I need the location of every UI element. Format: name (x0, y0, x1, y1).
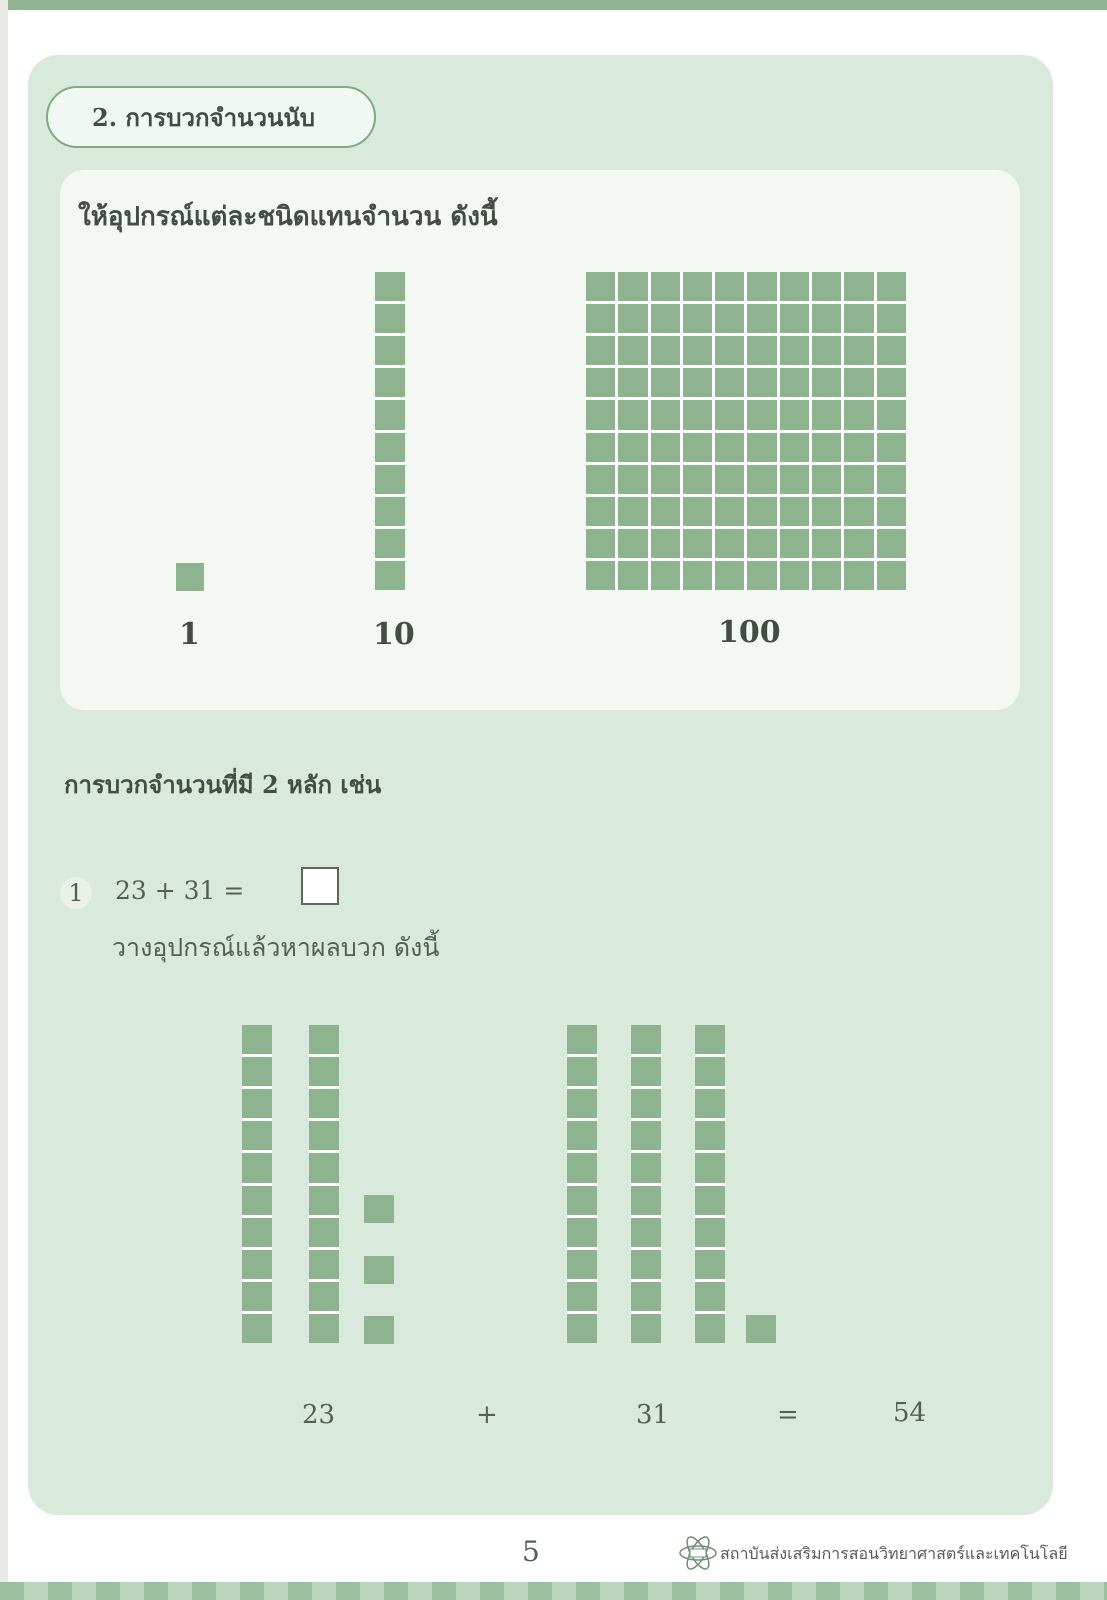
addend-two-ten-rod (695, 1025, 725, 1343)
hundred-flat (586, 272, 906, 590)
unit-cube (176, 563, 204, 591)
unit-cell (844, 561, 873, 590)
unit-cell (651, 400, 680, 429)
unit-cell (586, 336, 615, 365)
unit-cell (877, 272, 906, 301)
unit-cell (618, 529, 647, 558)
unit-cell (877, 304, 906, 333)
addend-one-unit-cube (364, 1195, 394, 1223)
unit-cell (877, 465, 906, 494)
intro-text: ให้อุปกรณ์แต่ละชนิดแทนจำนวน ดังนี้ (78, 202, 498, 232)
unit-cell (567, 1282, 597, 1311)
unit-cell (695, 1153, 725, 1182)
subheading: การบวกจำนวนที่มี 2 หลัก เช่น (64, 770, 382, 799)
unit-cell (683, 368, 712, 397)
unit-cell (844, 368, 873, 397)
unit-cell (877, 368, 906, 397)
addend-one-unit-cube (364, 1256, 394, 1284)
unit-cell (844, 304, 873, 333)
unit-cell (586, 304, 615, 333)
unit-cell (242, 1089, 272, 1118)
unit-cell (812, 465, 841, 494)
unit-cell (877, 400, 906, 429)
unit-cell (683, 561, 712, 590)
unit-cell (631, 1121, 661, 1150)
unit-cell (567, 1121, 597, 1150)
atom-logo-icon (678, 1533, 718, 1573)
unit-cell (683, 433, 712, 462)
unit-cell (618, 561, 647, 590)
unit-cell (812, 433, 841, 462)
unit-cell (309, 1089, 339, 1118)
answer-box[interactable] (301, 867, 339, 905)
unit-cell (695, 1250, 725, 1279)
unit-cell (651, 272, 680, 301)
unit-cell (844, 272, 873, 301)
unit-cell (747, 561, 776, 590)
unit-cell (242, 1153, 272, 1182)
unit-cell (567, 1218, 597, 1247)
unit-cell (309, 1057, 339, 1086)
unit-cell (309, 1282, 339, 1311)
unit-cell (586, 400, 615, 429)
unit-cell (780, 497, 809, 526)
publisher-name: สถาบันส่งเสริมการสอนวิทยาศาสตร์และเทคโนโลยี (720, 1544, 1068, 1563)
unit-cell (651, 304, 680, 333)
unit-cell (567, 1025, 597, 1054)
unit-cell (242, 1025, 272, 1054)
unit-cell (618, 497, 647, 526)
unit-cell (631, 1314, 661, 1343)
unit-cell (309, 1121, 339, 1150)
unit-cell (586, 368, 615, 397)
ten-value-label: 10 (373, 617, 415, 652)
unit-cell (631, 1282, 661, 1311)
unit-cell (375, 336, 405, 365)
unit-cell (780, 400, 809, 429)
unit-cell (715, 465, 744, 494)
unit-cell (812, 497, 841, 526)
unit-cell (375, 368, 405, 397)
example-number: 1 (60, 877, 92, 909)
unit-cell (618, 368, 647, 397)
unit-cell (618, 433, 647, 462)
unit-cell (877, 433, 906, 462)
unit-cell (812, 272, 841, 301)
unit-cell (715, 561, 744, 590)
second-addend-label: 31 (636, 1400, 670, 1430)
unit-cell (309, 1153, 339, 1182)
unit-cell (715, 272, 744, 301)
unit-cell (695, 1089, 725, 1118)
unit-cell (747, 465, 776, 494)
unit-cell (747, 497, 776, 526)
unit-cell (695, 1186, 725, 1215)
unit-cell (695, 1218, 725, 1247)
unit-cell (877, 497, 906, 526)
unit-cell (309, 1025, 339, 1054)
unit-cell (747, 304, 776, 333)
unit-cell (651, 433, 680, 462)
unit-cell (683, 529, 712, 558)
section-title (46, 86, 376, 148)
unit-cell (375, 529, 405, 558)
unit-cell (242, 1121, 272, 1150)
result-label: 54 (893, 1398, 927, 1428)
unit-cell (812, 561, 841, 590)
equals-sign: = (777, 1400, 799, 1430)
section-title-text: 2. การบวกจำนวนนับ (92, 102, 316, 132)
page-binding-edge (0, 0, 8, 1600)
unit-cell (812, 368, 841, 397)
unit-cell (586, 465, 615, 494)
unit-cell (567, 1153, 597, 1182)
addend-two-ten-rod (631, 1025, 661, 1343)
unit-cell (715, 433, 744, 462)
unit-value-label: 1 (179, 617, 200, 652)
unit-cell (375, 465, 405, 494)
unit-cell (242, 1057, 272, 1086)
addend-one-unit-cube (364, 1316, 394, 1344)
unit-cell (586, 433, 615, 462)
unit-cell (309, 1218, 339, 1247)
unit-cell (631, 1089, 661, 1118)
unit-cell (812, 304, 841, 333)
unit-cell (242, 1282, 272, 1311)
unit-cell (375, 561, 405, 590)
unit-cell (695, 1282, 725, 1311)
unit-cell (695, 1057, 725, 1086)
unit-cell (242, 1218, 272, 1247)
hundred-value-label: 100 (718, 615, 781, 650)
unit-cell (715, 368, 744, 397)
unit-cell (375, 304, 405, 333)
unit-cell (683, 465, 712, 494)
unit-cell (586, 561, 615, 590)
unit-cell (567, 1186, 597, 1215)
unit-cell (715, 400, 744, 429)
unit-cell (780, 465, 809, 494)
unit-cell (618, 272, 647, 301)
unit-cell (747, 433, 776, 462)
unit-cell (375, 400, 405, 429)
plus-sign: + (476, 1400, 498, 1430)
unit-cell (780, 433, 809, 462)
first-addend-label: 23 (302, 1400, 336, 1430)
unit-cell (651, 529, 680, 558)
unit-cell (747, 529, 776, 558)
unit-cell (651, 497, 680, 526)
unit-cell (844, 336, 873, 365)
unit-cell (631, 1057, 661, 1086)
unit-cell (567, 1089, 597, 1118)
unit-cell (631, 1025, 661, 1054)
unit-cell (747, 336, 776, 365)
unit-cell (375, 272, 405, 301)
unit-cell (309, 1186, 339, 1215)
unit-cell (309, 1314, 339, 1343)
unit-cell (812, 529, 841, 558)
page-number: 5 (522, 1535, 540, 1568)
unit-cell (747, 272, 776, 301)
unit-cell (586, 272, 615, 301)
unit-cell (631, 1186, 661, 1215)
unit-cell (618, 465, 647, 494)
unit-cell (812, 400, 841, 429)
unit-cell (780, 529, 809, 558)
unit-cell (683, 272, 712, 301)
unit-cell (651, 336, 680, 365)
unit-cell (715, 529, 744, 558)
addend-one-ten-rod (309, 1025, 339, 1343)
unit-cell (567, 1057, 597, 1086)
unit-cell (586, 497, 615, 526)
unit-cell (309, 1250, 339, 1279)
unit-cell (877, 529, 906, 558)
unit-cell (631, 1250, 661, 1279)
unit-cell (618, 336, 647, 365)
unit-cell (683, 400, 712, 429)
unit-cell (877, 561, 906, 590)
unit-cell (631, 1218, 661, 1247)
unit-cell (780, 368, 809, 397)
example-instruction: วางอุปกรณ์แล้วหาผลบวก ดังนี้ (112, 933, 440, 962)
unit-cell (780, 304, 809, 333)
example-equation: 23 + 31 = (115, 876, 245, 905)
unit-cell (618, 304, 647, 333)
footer-stripe (0, 1582, 1107, 1600)
unit-cell (780, 561, 809, 590)
unit-cell (683, 336, 712, 365)
unit-cell (242, 1186, 272, 1215)
unit-cell (715, 304, 744, 333)
unit-cell (715, 336, 744, 365)
unit-cell (780, 272, 809, 301)
unit-cell (651, 465, 680, 494)
unit-cell (844, 529, 873, 558)
unit-cell (683, 497, 712, 526)
addend-one-ten-rod (242, 1025, 272, 1343)
unit-cell (877, 336, 906, 365)
unit-cell (780, 336, 809, 365)
unit-cell (651, 368, 680, 397)
unit-cell (747, 400, 776, 429)
unit-cell (715, 497, 744, 526)
unit-cell (586, 529, 615, 558)
unit-cell (844, 400, 873, 429)
unit-cell (844, 497, 873, 526)
unit-cell (695, 1314, 725, 1343)
addend-two-unit-cube (746, 1315, 776, 1343)
unit-cell (812, 336, 841, 365)
unit-cell (844, 433, 873, 462)
unit-cell (651, 561, 680, 590)
unit-cell (844, 465, 873, 494)
unit-cell (375, 433, 405, 462)
unit-cell (695, 1121, 725, 1150)
unit-cell (747, 368, 776, 397)
addend-two-ten-rod (567, 1025, 597, 1343)
unit-cell (242, 1314, 272, 1343)
unit-cell (618, 400, 647, 429)
unit-cell (631, 1153, 661, 1182)
unit-cell (567, 1314, 597, 1343)
unit-cell (242, 1250, 272, 1279)
unit-cell (375, 497, 405, 526)
top-border (0, 0, 1107, 10)
unit-cell (683, 304, 712, 333)
unit-cell (567, 1250, 597, 1279)
unit-cell (695, 1025, 725, 1054)
ten-rod (375, 272, 405, 590)
